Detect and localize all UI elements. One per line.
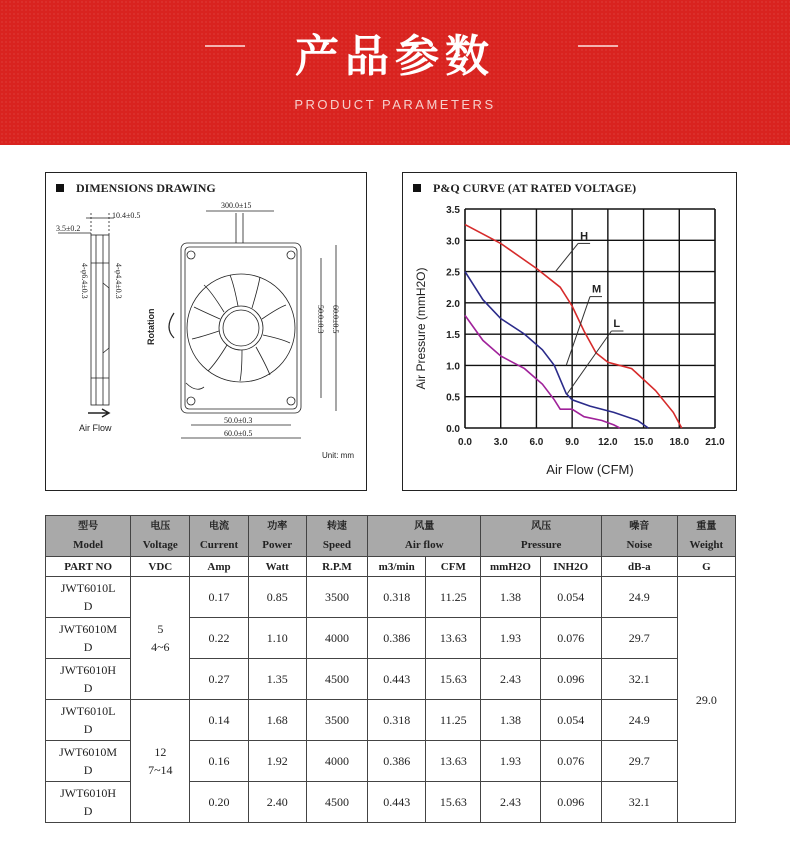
watt-cell: 1.92 — [248, 741, 306, 782]
pq-curve-panel — [402, 172, 737, 491]
model-cell: JWT6010L D — [46, 577, 131, 618]
banner-subtitle: PRODUCT PARAMETERS — [294, 97, 496, 112]
noise-cell: 32.1 — [601, 659, 677, 700]
m3-cell: 0.318 — [368, 577, 426, 618]
amp-cell: 0.14 — [190, 700, 248, 741]
m3-cell: 0.318 — [368, 700, 426, 741]
x-tick-label: 9.0 — [565, 437, 580, 448]
table-row — [46, 700, 736, 741]
unit-cell: VDC — [131, 557, 190, 577]
m3-cell: 0.386 — [368, 618, 426, 659]
x-axis-label: Air Flow (CFM) — [546, 462, 634, 477]
rpm-cell: 4000 — [306, 618, 367, 659]
header-banner — [0, 0, 790, 145]
cable-dimension: 300.0±15 — [221, 201, 252, 210]
cfm-cell: 15.63 — [426, 782, 481, 823]
unit-cell: Watt — [248, 557, 306, 577]
chart-title: P&Q CURVE (AT RATED VOLTAGE) — [413, 181, 636, 196]
rpm-cell: 4500 — [306, 782, 367, 823]
dimensions-panel — [45, 172, 367, 491]
voltage-cell: 12 7~14 — [131, 700, 190, 823]
series-line-h — [465, 225, 682, 428]
series-label-l: L — [613, 318, 621, 331]
unit-cell: Amp — [190, 557, 248, 577]
fan-side-view — [58, 213, 114, 405]
airflow-arrow-icon — [88, 409, 109, 417]
y-tick-label: 2.0 — [446, 298, 460, 310]
x-tick-label: 15.0 — [633, 437, 654, 448]
mmh2o-cell: 1.93 — [481, 618, 540, 659]
inh2o-cell: 0.096 — [540, 659, 601, 700]
header-current: 电流 Current — [190, 516, 248, 557]
header-pressure: 风压 Pressure — [481, 516, 602, 557]
pq-chart — [403, 173, 736, 490]
inh2o-cell: 0.076 — [540, 618, 601, 659]
x-tick-label: 0.0 — [458, 437, 472, 448]
mmh2o-cell: 2.43 — [481, 782, 540, 823]
dimensions-drawing — [46, 173, 366, 490]
unit-cell: R.P.M — [306, 557, 367, 577]
m3-cell: 0.386 — [368, 741, 426, 782]
model-cell: JWT6010M D — [46, 741, 131, 782]
mmh2o-cell: 1.38 — [481, 577, 540, 618]
noise-cell: 29.7 — [601, 618, 677, 659]
noise-cell: 32.1 — [601, 782, 677, 823]
m3-cell: 0.443 — [368, 659, 426, 700]
watt-cell: 1.35 — [248, 659, 306, 700]
series-leader-h — [555, 243, 578, 271]
amp-cell: 0.20 — [190, 782, 248, 823]
amp-cell: 0.22 — [190, 618, 248, 659]
banner-title: 产品参数 — [295, 31, 495, 82]
size-vertical: 60.0±0.5 — [331, 305, 340, 334]
inh2o-cell: 0.076 — [540, 741, 601, 782]
model-cell: JWT6010H D — [46, 782, 131, 823]
table-unit-row — [46, 557, 736, 577]
x-tick-label: 18.0 — [669, 437, 690, 448]
y-tick-label: 1.0 — [446, 361, 460, 373]
series-label-m: M — [592, 283, 602, 296]
unit-cell: dB-a — [601, 557, 677, 577]
header-model: 型号 Model — [46, 516, 131, 557]
outer-hole-dimension: 4-φ6.4±0.3 — [80, 263, 89, 299]
y-tick-label: 0.5 — [446, 392, 460, 404]
cfm-cell: 11.25 — [426, 577, 481, 618]
table-header-row — [46, 516, 736, 557]
watt-cell: 1.10 — [248, 618, 306, 659]
cfm-cell: 13.63 — [426, 741, 481, 782]
y-tick-label: 1.5 — [446, 330, 460, 342]
y-axis-label: Air Pressure (mmH2O) — [414, 267, 428, 390]
header-noise: 噪音 Noise — [601, 516, 677, 557]
x-tick-label: 21.0 — [705, 437, 725, 448]
amp-cell: 0.27 — [190, 659, 248, 700]
mmh2o-cell: 1.38 — [481, 700, 540, 741]
unit-cell: CFM — [426, 557, 481, 577]
watt-cell: 1.68 — [248, 700, 306, 741]
noise-cell: 29.7 — [601, 741, 677, 782]
unit-label: Unit: mm — [322, 451, 354, 460]
noise-cell: 24.9 — [601, 700, 677, 741]
mmh2o-cell: 1.93 — [481, 741, 540, 782]
unit-cell: mmH2O — [481, 557, 540, 577]
series-leader-m — [566, 297, 590, 366]
hole-pitch-horizontal: 50.0±0.3 — [224, 416, 253, 425]
header-weight: 重量 Weight — [677, 516, 735, 557]
series-label-h: H — [580, 230, 589, 243]
watt-cell: 0.85 — [248, 577, 306, 618]
spec-table — [45, 515, 736, 823]
x-tick-label: 6.0 — [529, 437, 544, 448]
fan-front-view — [181, 213, 301, 413]
cfm-cell: 13.63 — [426, 618, 481, 659]
model-cell: JWT6010L D — [46, 700, 131, 741]
unit-cell: G — [677, 557, 735, 577]
rotation-label: Rotation — [146, 308, 156, 345]
model-cell: JWT6010H D — [46, 659, 131, 700]
watt-cell: 2.40 — [248, 782, 306, 823]
rotation-arrow-icon — [169, 313, 174, 338]
mmh2o-cell: 2.43 — [481, 659, 540, 700]
x-tick-label: 3.0 — [493, 437, 508, 448]
rpm-cell: 3500 — [306, 577, 367, 618]
dimensions-title: DIMENSIONS DRAWING — [56, 181, 216, 196]
y-tick-label: 0.0 — [446, 424, 460, 435]
voltage-cell: 5 4~6 — [131, 577, 190, 700]
inner-hole-dimension: 4-φ4.4±0.3 — [114, 263, 123, 299]
noise-cell: 24.9 — [601, 577, 677, 618]
inh2o-cell: 0.096 — [540, 782, 601, 823]
x-tick-label: 12.0 — [598, 437, 618, 448]
unit-cell: m3/min — [368, 557, 426, 577]
inh2o-cell: 0.054 — [540, 577, 601, 618]
rpm-cell: 4000 — [306, 741, 367, 782]
unit-cell: INH2O — [540, 557, 601, 577]
y-tick-label: 2.5 — [446, 267, 460, 279]
rpm-cell: 3500 — [306, 700, 367, 741]
cfm-cell: 11.25 — [426, 700, 481, 741]
amp-cell: 0.17 — [190, 577, 248, 618]
header-power: 功率 Power — [248, 516, 306, 557]
rpm-cell: 4500 — [306, 659, 367, 700]
amp-cell: 0.16 — [190, 741, 248, 782]
airflow-label: Air Flow — [79, 423, 112, 433]
m3-cell: 0.443 — [368, 782, 426, 823]
size-horizontal: 60.0±0.5 — [224, 429, 253, 438]
cfm-cell: 15.63 — [426, 659, 481, 700]
header-speed: 转速 Speed — [306, 516, 367, 557]
inh2o-cell: 0.054 — [540, 700, 601, 741]
weight-cell: 29.0 — [677, 577, 735, 823]
series-line-l — [465, 315, 620, 428]
header-voltage: 电压 Voltage — [131, 516, 190, 557]
y-tick-label: 3.5 — [446, 205, 460, 216]
table-row — [46, 577, 736, 618]
thickness-dimension: 10.4±0.5 — [112, 211, 141, 220]
y-tick-label: 3.0 — [446, 236, 460, 248]
lip-dimension: 3.5±0.2 — [56, 224, 81, 233]
unit-cell: PART NO — [46, 557, 131, 577]
hole-pitch-vertical: 50.0±0.3 — [316, 305, 325, 334]
model-cell: JWT6010M D — [46, 618, 131, 659]
header-airflow: 风量 Air flow — [368, 516, 481, 557]
